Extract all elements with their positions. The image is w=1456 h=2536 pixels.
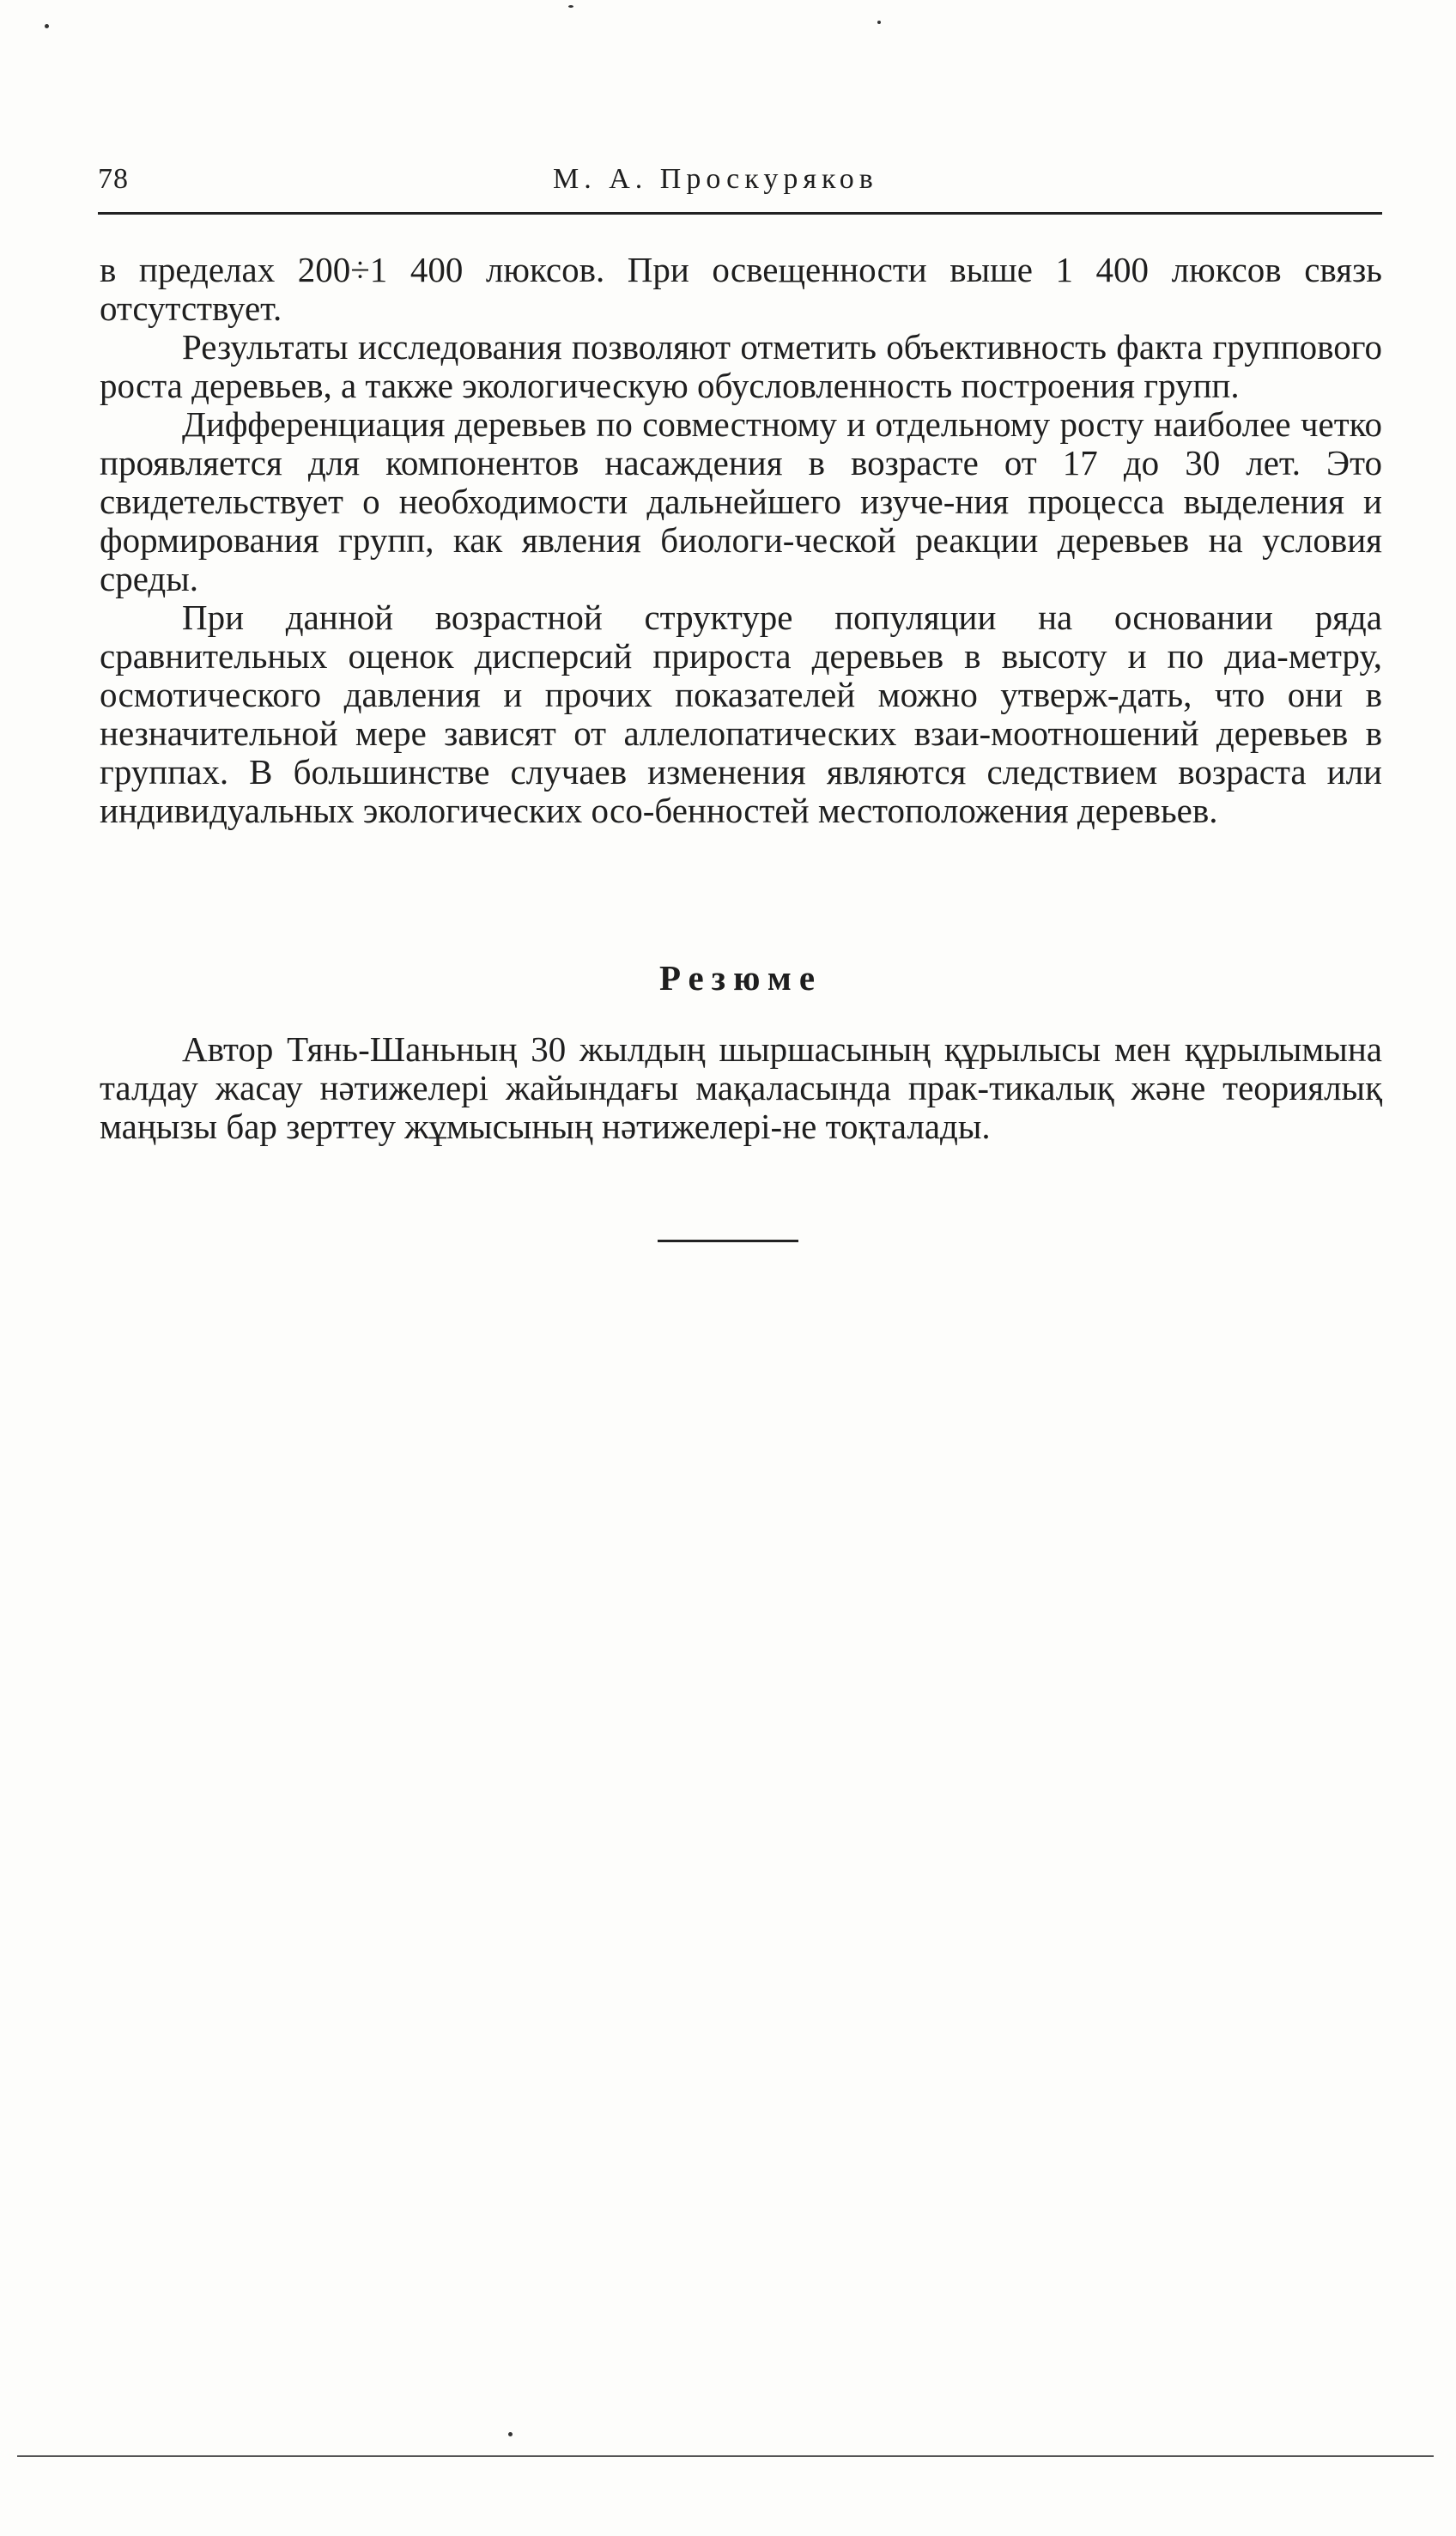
body-text: [100, 251, 1382, 830]
summary-paragraph: Автор Тянь-Шаньның 30 жылдың шыршасының құрылысы мен құрылымына талдау жасау нәтижелері жайындағы мақаласында прак-тикалық және теориялық маңызы бар зерттеу жұмысының нәтижелері-не тоқталады.: [100, 1029, 1382, 1146]
scan-speck: [568, 5, 573, 8]
scan-speck: [45, 24, 49, 28]
paragraph-2: Результаты исследования позволяют отметить объективность факта группового роста деревьев, а также экологическую обусловленность построения групп.: [100, 327, 1382, 405]
end-rule: [658, 1240, 798, 1242]
scan-speck: [877, 21, 881, 24]
summary-title: Резюме: [658, 958, 823, 998]
page-header: [98, 163, 1382, 203]
scan-speck: [508, 2432, 513, 2436]
summary-text: [100, 1030, 1382, 1146]
header-rule: [98, 212, 1382, 215]
paragraph-3: Дифференциация деревьев по совместному и отдельному росту наиболее четко проявляется для компонентов насаждения в возрасте от 17 до 30 лет. Это свидетельствует о необходимости дальнейшего изуче-ния процесса выделения и формирования групп, как явления биологи-ческой реакции деревьев на условия среды.: [100, 404, 1382, 598]
paragraph-1: в пределах 200÷1 400 люксов. При освещенности выше 1 400 люксов связь отсутствует.: [100, 250, 1382, 328]
running-head-author: М. А. Проскуряков: [553, 163, 878, 195]
paragraph-4: При данной возрастной структуре популяции на основании ряда сравнительных оценок дисперсий прироста деревьев в высоту и по диа-метру, осмотического давления и прочих показателей можно утверж-дать, что они в незначительной мере зависят от аллелопатических взаи-моотношений деревьев в группах. В большинстве случаев изменения являются следствием возраста или индивидуальных экологических осо-бенностей местоположения деревьев.: [100, 598, 1382, 830]
bottom-scan-edge: [17, 2455, 1434, 2457]
page-number: 78: [98, 163, 129, 195]
